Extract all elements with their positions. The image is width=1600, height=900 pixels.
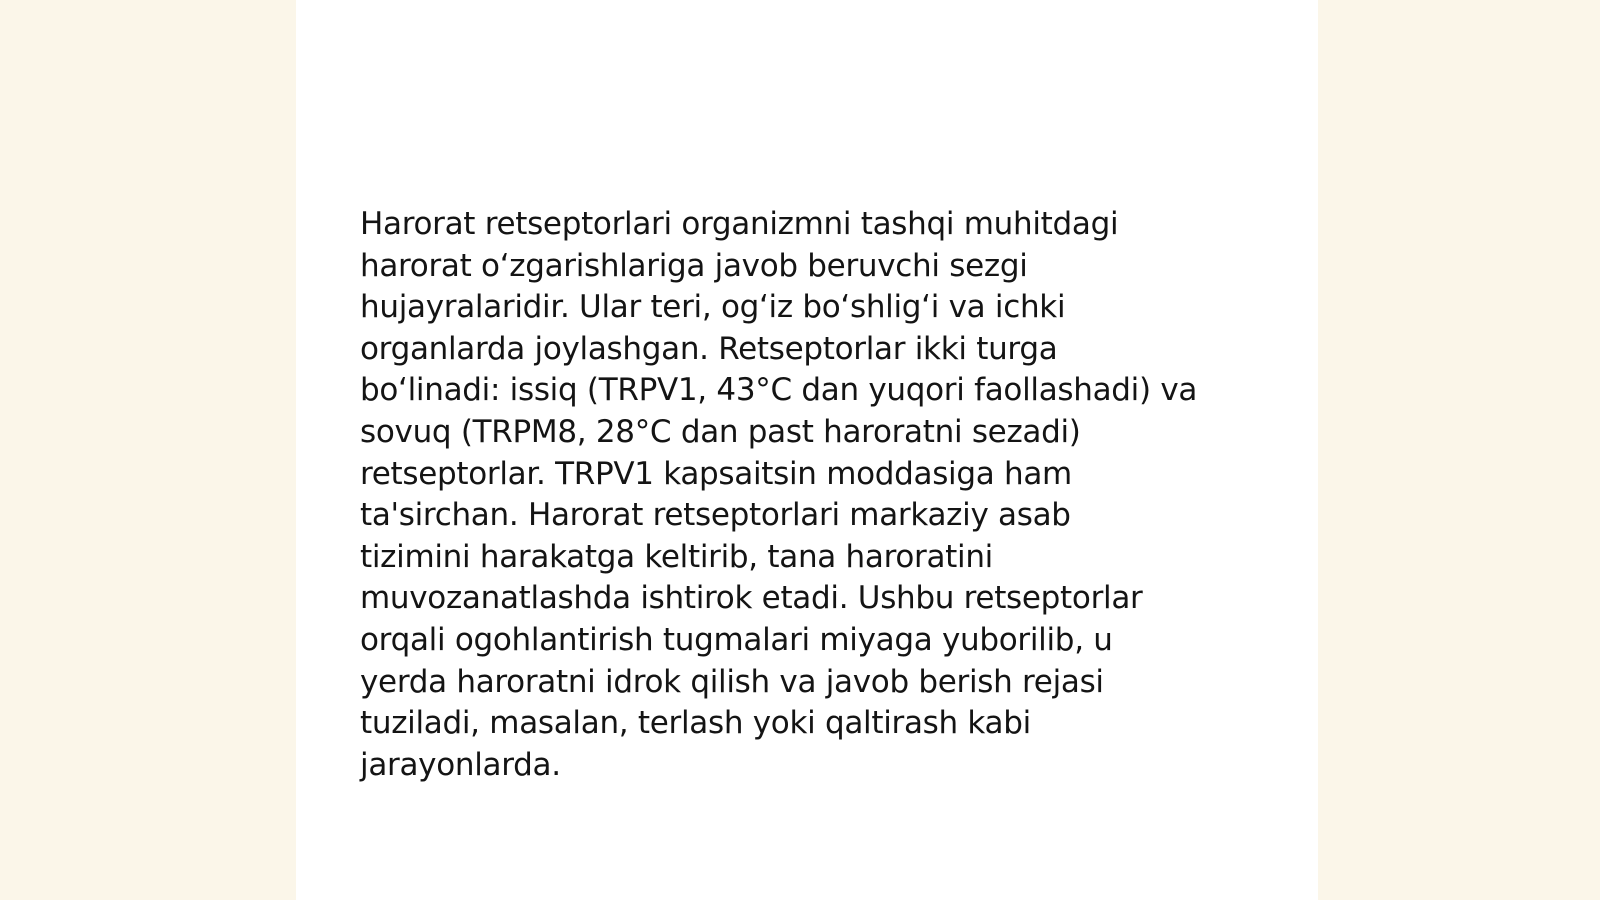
- slide-body-text: Harorat retseptorlari organizmni tashqi muhitdagi harorat oʻzgarishlariga javob beruvchi sezgi hujayralaridir. Ular teri, ogʻiz boʻshligʻi va ichki organlarda joylashgan. Retseptorlar ikki turga boʻlinadi: issiq (TRPV1, 43°C dan yuqori faollashadi) va sovuq (TRPM8, 28°C dan past haroratni sezadi) retseptorlar. TRPV1 kapsaitsin moddasiga ham ta'sirchan. Harorat retseptorlari markaziy asab tizimini harakatga keltirib, tana haroratini muvozanatlashda ishtirok etadi. Ushbu retseptorlar orqali ogohlantirish tugmalari miyaga yuborilib, u yerda haroratni idrok qilish va javob berish rejasi tuziladi, masalan, terlash yoki qaltirash kabi jarayonlarda.: [360, 206, 1198, 783]
- slide: [296, 0, 1318, 900]
